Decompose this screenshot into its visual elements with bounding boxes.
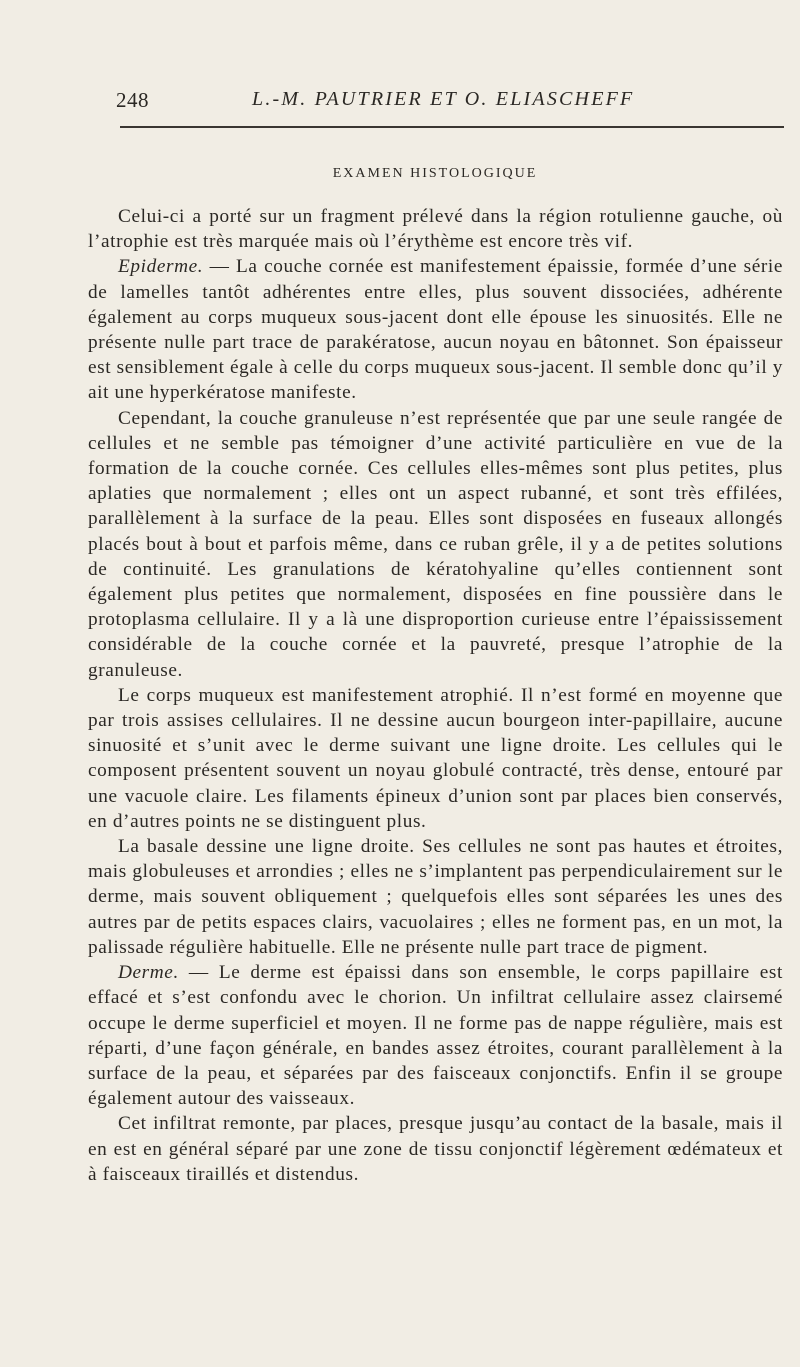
paragraph-basale: La basale dessine une ligne droite. Ses cellules ne sont pas hautes et étroites, mais globuleuses et arrondies ; elles ne s’implantent pas perpendiculairement sur le derme, mais souvent obliquement ; quelquefois elles sont séparées les unes des autres par de petits espaces clairs, vacuolaires ; elles ne forment pas, en un mot, la palissade régulière habituelle. Elle ne présente nulle part trace de pigment.	[88, 836, 783, 958]
paragraph-derme	[88, 960, 783, 1111]
section-heading: EXAMEN HISTOLOGIQUE	[332, 166, 538, 181]
running-title: L.-M. PAUTRIER ET O. ELIASCHEFF	[252, 88, 635, 110]
page-header	[88, 88, 788, 118]
derme-label: Derme.	[118, 962, 179, 984]
paragraph-granuleuse: Cependant, la couche granuleuse n’est représentée que par une seule rangée de cellules et ne semble pas témoigner d’une activité particulière en vue de la formation de la couche cornée. Ces cellules elles-mêmes sont plus petites, plus aplaties que normalement ; elles ont un aspect rubanné, et sont très effilées, parallèlement à la surface de la peau. Elles sont disposées en fuseaux allongés placés bout à bout et parfois même, dans ce ruban grêle, il y a de petites solutions de continuité. Les granulations de kératohyaline qu’elles contiennent sont également plus petites que normalement, disposées en fine poussière dans le protoplasma cellulaire. Il y a là une disproportion curieuse entre l’épaississement considérable de la couche cornée et la pauvreté, presque l’atrophie de la granuleuse.	[88, 407, 783, 681]
header-rule	[120, 126, 784, 128]
body-text	[88, 204, 783, 1187]
paragraph-infiltrat: Cet infiltrat remonte, par places, presque jusqu’au contact de la basale, mais il en est en général séparé par une zone de tissu conjonctif légèrement œdémateux et à faisceaux tiraillés et distendus.	[88, 1113, 783, 1185]
epiderme-label: Epiderme.	[118, 256, 204, 278]
epiderme-text: — La couche cornée est manifestement épaissie, formée d’une série de lamelles tantôt adhérentes entre elles, plus souvent dissociées, adhérente également au corps muqueux sous-jacent dont elle épouse les sinuosités. Elle ne présente nulle part trace de parakératose, aucun noyau en bâtonnet. Son épaisseur est sensiblement égale à celle du corps muqueux sous-jacent. Il semble donc qu’il y ait une hyperkératose manifeste.	[88, 256, 783, 404]
derme-text: — Le derme est épaissi dans son ensemble, le corps papillaire est effacé et s’est confondu avec le chorion. Un infiltrat cellulaire assez clairsemé occupe le derme superficiel et moyen. Il ne forme pas de nappe régulière, mais est réparti, d’une façon générale, en bandes assez étroites, courant parallèlement à la surface de la peau, et séparées par des faisceaux conjonctifs. Enfin il se groupe également autour des vaisseaux.	[88, 962, 783, 1110]
page-number: 248	[116, 88, 149, 112]
paragraph-intro: Celui-ci a porté sur un fragment prélevé dans la région rotulienne gauche, où l’atrophie est très marquée mais où l’érythème est encore très vif.	[88, 206, 783, 253]
paragraph-corps-muqueux: Le corps muqueux est manifestement atrophié. Il n’est formé en moyenne que par trois assises cellulaires. Il ne dessine aucun bourgeon inter-papillaire, aucune sinuosité et s’unit avec le derme suivant une ligne droite. Les cellules qui le composent présentent souvent un noyau globulé contracté, très dense, entouré par une vacuole claire. Les filaments épineux d’union sont par places bien conservés, en d’autres points ne se distinguent plus.	[88, 684, 783, 832]
paragraph-epiderme	[88, 254, 783, 405]
